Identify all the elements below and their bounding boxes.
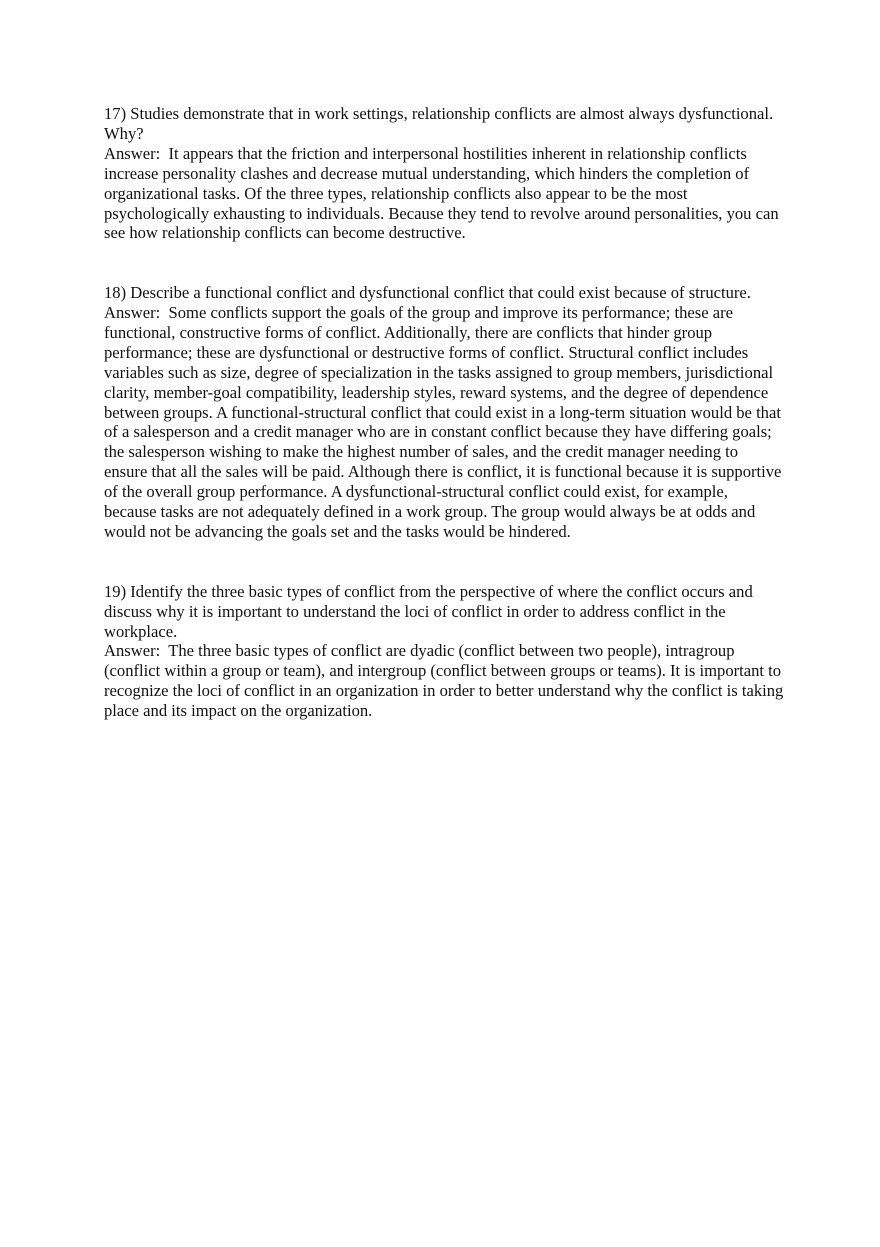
answer-text: It appears that the friction and interpersonal hostilities inherent in relationship conflicts increase personality clashes and decrease mutual understanding, which hinders the completion of organizational tasks. Of the three types, relationship conflicts also appear to be the most psychologically exhausting to individuals. Because they tend to revolve around personalities, you can see how relationship conflicts can become destructive. <box>104 143 779 243</box>
answer-paragraph <box>104 641 784 721</box>
answer-paragraph <box>104 144 784 244</box>
document-page <box>104 104 784 721</box>
answer-label: Answer: <box>104 143 169 163</box>
question-text: 19) Identify the three basic types of conflict from the perspective of where the conflict occurs and discuss why it is important to understand the loci of conflict in order to address conflict in the workplace. <box>104 581 753 641</box>
question-block-17 <box>104 104 784 243</box>
answer-label: Answer: <box>104 303 169 323</box>
answer-text: Some conflicts support the goals of the group and improve its performance; these are functional, constructive forms of conflict. Additionally, there are conflicts that hinder group performance; these are dysfunctional or destructive forms of conflict. Structural conflict includes variables such as size, degree of specialization in the tasks assigned to group members, jurisdictional clarity, member-goal compatibility, leadership styles, reward systems, and the degree of dependence between groups. A functional-structural conflict that could exist in a long-term situation would be that of a salesperson and a credit manager who are in constant conflict because they have differing goals; the salesperson wishing to make the highest number of sales, and the credit manager needing to ensure that all the sales will be paid. Although there is conflict, it is functional because it is supportive of the overall group performance. A dysfunctional-structural conflict could exist, for example, because tasks are not adequately defined in a work group. The group would always be at odds and would not be advancing the goals set and the tasks would be hindered. <box>104 303 782 542</box>
question-block-18 <box>104 283 784 542</box>
question-block-19 <box>104 582 784 721</box>
answer-text: The three basic types of conflict are dyadic (conflict between two people), intragroup (conflict within a group or team), and intergroup (conflict between groups or teams). It is important to recognize the loci of conflict in an organization in order to better understand why the conflict is taking place and its impact on the organization. <box>104 641 784 721</box>
question-text: 18) Describe a functional conflict and dysfunctional conflict that could exist because of structure. <box>104 283 751 303</box>
question-text: 17) Studies demonstrate that in work settings, relationship conflicts are almost always dysfunctional. Why? <box>104 104 774 143</box>
answer-label: Answer: <box>104 641 169 661</box>
answer-paragraph <box>104 303 784 542</box>
